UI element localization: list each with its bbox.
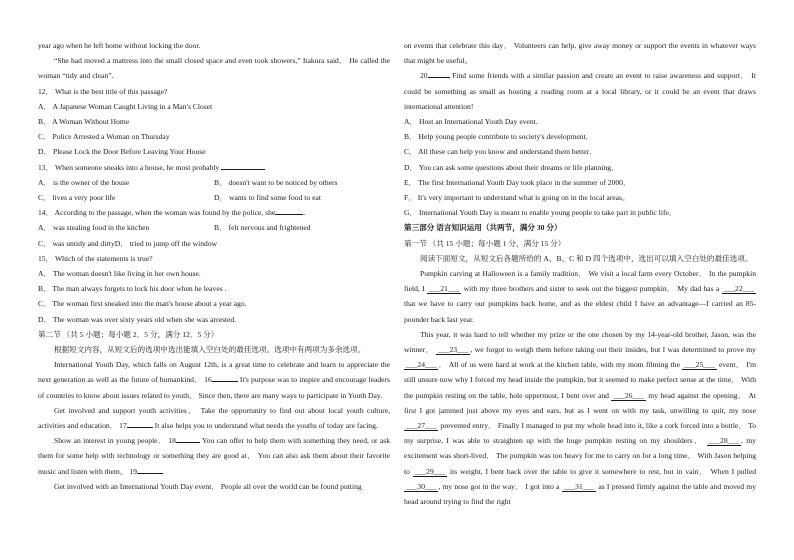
- question-13-option-c: C． lives a very poor life: [38, 193, 116, 203]
- passage-paragraph-4-continued: on events that celebrate this day． Volunteers can help, give away money or support the events in whatever ways that might be useful。: [404, 41, 756, 66]
- left-column: [38, 38, 390, 494]
- answer-blank: [428, 68, 450, 78]
- passage-paragraph-3: Show an interest in young people． 18 You can offer to help them with something they need, or ask them for some help with technology or something they are good at． You can also ask them about their favorite music and listen with them。 19: [38, 433, 390, 479]
- cloze-blank-28: ___28___: [708, 436, 739, 446]
- cloze-blank-31: ___31___: [563, 481, 595, 491]
- answer-blank: [221, 160, 265, 170]
- passage-paragraph-4: Get involved with an International Youth Day event． People all over the world can be found putting: [54, 481, 362, 491]
- question-13-options-row-1: [38, 175, 390, 190]
- question-14-stem: 14． According to the passage, when the woman was found by the police, she .: [38, 205, 390, 220]
- cloze-paragraph-2: This year, it was hard to tell whether my prize or the one chosen by my 14-year-old brother, Jason, was the winner． ___23___ , we forgot to weigh them before taking out their insides, but I was determined to prove my ___24___ ． All of us were hard at work at the kitchen table, with my mom filming the ___25___ event． I'm still unsure now why I forced my head inside the pumpkin, but it seemed to make perfect sense at the time． With the pumpkin resting on the table, hole uppermost, I bent over and ___26___ my head against the opening． At first I got jammed just above my eyes and ears, but as I went on with my task, unwilling to quit, my nose ___27___ prevented entry． Finally I managed to put my whole head into it, like a cork forced into a bottle． To my surprise, I was able to straighten up with the huge pumpkin resting on my shoulders． ___28___ , my excitement was short-lived． The pumpkin was too heavy for me to carry on for a long time． With Jason helping to ___29___ its weight, I bent back over the table to give it somewhere to rest, but in vain． When I pulled ___30___ , my nose got in the way． I got into a ___31___ as I pressed firmly against the table and moved my head around trying to find the right: [404, 329, 757, 507]
- question-13-options-row-2: [38, 190, 390, 205]
- answer-blank: [137, 464, 163, 474]
- question-15-option-a: A． The woman doesn't like living in her own house.: [38, 269, 201, 279]
- question-15-stem: 15． Which of the statements is true?: [38, 253, 153, 263]
- question-13-option-b: B． doesn't want to be noticed by others: [214, 177, 338, 187]
- question-15-option-b: B． The man always forgets to lock his door when he leaves .: [38, 284, 227, 294]
- option-f: F． It's very important to understand what is going on in the local areas。: [404, 193, 630, 203]
- question-15-option-d: D． The woman was over sixty years old when she was arrested.: [38, 314, 237, 324]
- section-2-title: 第二节 （共 5 小题；每小题 2．5 分，满分 12．5 分）: [38, 329, 219, 339]
- option-a: A． Host an International Youth Day event.: [404, 117, 538, 127]
- question-13-option-a: A． is the owner of the house: [38, 177, 130, 187]
- section-2-instructions: 根据短文内容，从短文后的选项中选出能填入空白处的最佳选项。选项中有两项为多余选项。: [54, 345, 366, 355]
- question-12-stem: 12． What is the best title of this passage?: [38, 86, 168, 96]
- question-14-option-b: B． felt nervous and frightened: [214, 223, 311, 233]
- passage-quote-line: “She had moved a mattress into the small closed space and even took showers,” Itakura said． He called the woman “tidy and clean”.: [38, 56, 390, 81]
- cloze-paragraph-1: Pumpkin carving at Halloween is a family tradition． We visit a local farm every October． In the pumpkin field, I ___21___ with my three brothers and sister to seek out the biggest pumpkin． My dad has a ___22___ that we have to carry our pumpkins back home, and as the eldest child I have an advantage—I carried an 85-pounder back last year.: [404, 269, 756, 324]
- answer-blank: [176, 433, 200, 443]
- passage-continuation-line: year ago when he left home without locking the door.: [38, 41, 201, 50]
- part-3-title: 第三部分 语言知识运用（共两节，满分 30 分）: [404, 223, 562, 233]
- cloze-blank-30: ___30___: [406, 481, 437, 491]
- cloze-blank-23: ___23___: [438, 345, 469, 355]
- question-15-option-c: C． The woman first sneaked into the man's house about a year ago.: [38, 299, 247, 309]
- answer-blank: [212, 372, 238, 382]
- section-1-title: 第一节 （共 15 小题；每小题 1 分，满分 15 分）: [404, 238, 566, 248]
- cloze-blank-26: ___26___: [613, 390, 644, 400]
- option-c: C． All these can help you know and understand them better．: [404, 147, 597, 157]
- question-13-option-d: D． wants to find some food to eat: [214, 193, 321, 203]
- option-d: D． You can ask some questions about their dreams or life planning．: [404, 162, 619, 172]
- cloze-blank-22: ___22___: [723, 284, 754, 294]
- answer-blank: [275, 205, 303, 215]
- section-1-instructions: 阅读下面短文，从短文后各题所给的 A、B、C 和 D 四个选项中，选出可以填入空白处的最佳选项。: [420, 253, 753, 263]
- option-b: B． Help young people contribute to society's development．: [404, 132, 594, 142]
- cloze-blank-24: ___24___: [406, 360, 437, 370]
- right-column: [404, 38, 756, 509]
- question-12-option-a: A． A Japanese Woman Caught Living in a Man's Closet: [38, 101, 213, 111]
- question-12-option-c: C． Police Arrested a Woman on Thursday: [38, 132, 170, 142]
- option-g: G． International Youth Day is meant to enable young people to take part in public life．: [404, 208, 677, 218]
- option-e: E． The first International Youth Day took place in the summer of 2000．: [404, 177, 631, 187]
- question-14-option-a: A． was stealing food in the kitchen: [38, 223, 150, 233]
- cloze-blank-25: ___25___: [684, 360, 715, 370]
- question-12-option-d: D． Please Lock the Door Before Leaving Your House: [38, 147, 206, 157]
- question-13-stem: 13． When someone sneaks into a house, he most probably: [38, 160, 390, 175]
- passage-paragraph-1: International Youth Day, which falls on August 12th, is a great time to celebrate and learn to appreciate the next generation as well as the future of humankind． 16 It's purpose was to inspire and encourage leaders of countries to know about issues related to youth． Since then, there are many ways to participate in Youth Day.: [38, 360, 390, 400]
- question-12-option-b: B． A Woman Without Home: [38, 117, 130, 127]
- cloze-blank-27: ___27___: [406, 421, 437, 431]
- cloze-blank-29: ___29___: [414, 466, 446, 476]
- passage-paragraph-2: Get involved and support youth activities． Take the opportunity to find out about local youth culture, activities and education． 17 It also helps you to understand what needs the youths of today are facing.: [38, 405, 390, 431]
- answer-blank: [127, 418, 153, 428]
- cloze-blank-21: ___21___: [428, 284, 460, 294]
- question-14-option-c-d: C． was untidy and dirtyD． tried to jump off the window: [38, 238, 218, 248]
- question-14-options-row-1: [38, 220, 390, 235]
- passage-paragraph-5: 20 Find some friends with a similar passion and create an event to raise awareness and support． It could be something as small as hosting a reading room at a local library, or it could be an event that draws international attention!: [404, 68, 756, 114]
